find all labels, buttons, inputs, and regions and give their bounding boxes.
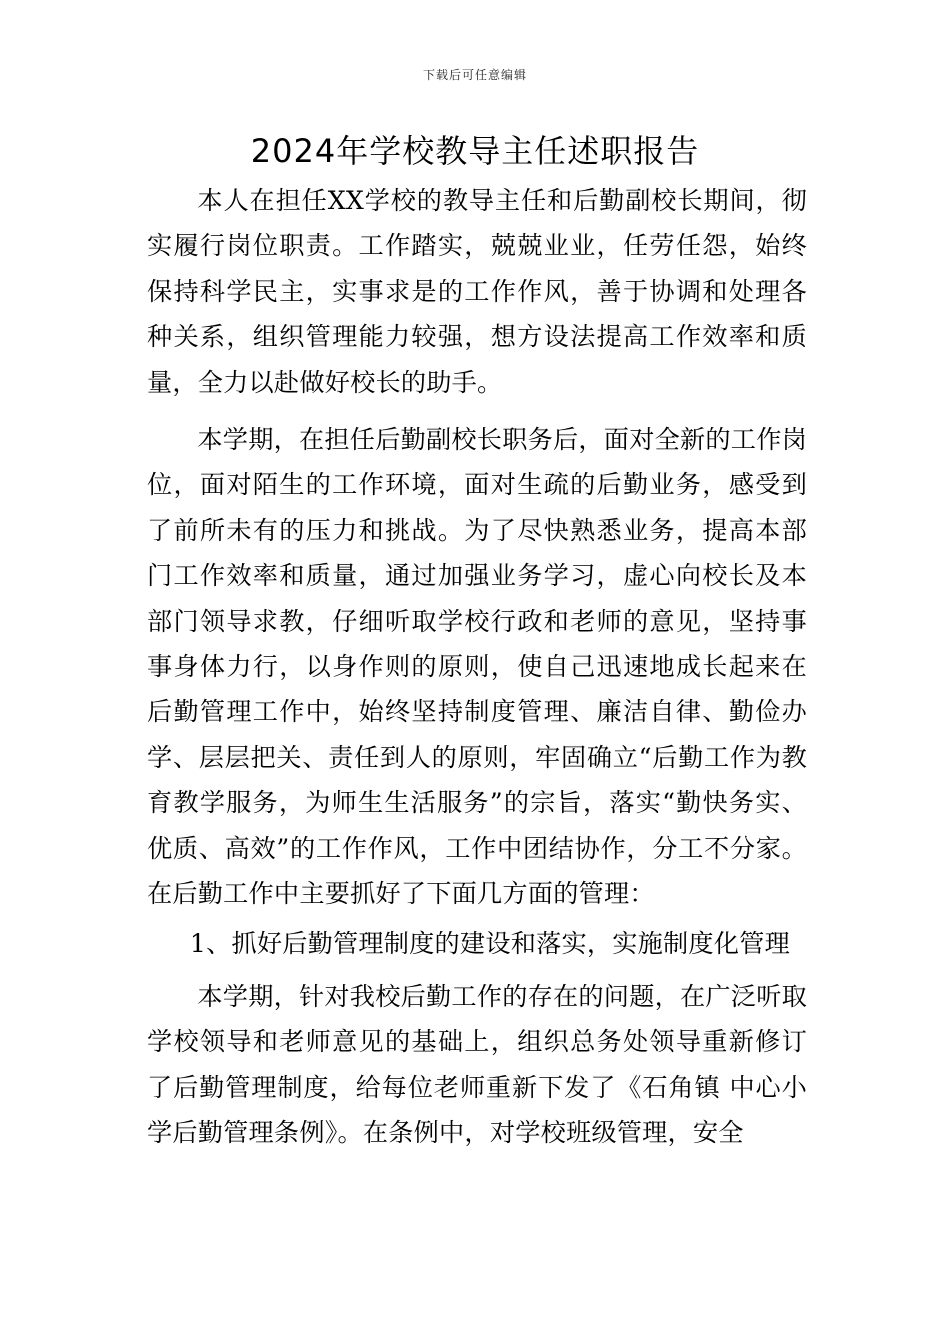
paragraph-semester-work: 本学期，在担任后勤副校长职务后，面对全新的工作岗位，面对陌生的工作环境，面对生疏的后勤业务，感受到了前所未有的压力和挑战。为了尽快熟悉业务，提高本部门工作效率和质量，通过加强业务学习，虚心向校长及本部门领导求教，仔细听取学校行政和老师的意见，坚持事事身体力行，以身作则的原则，使自己迅速地成长起来在后勤管理工作中，始终坚持制度管理、廉洁自律、勤俭办学、层层把关、责任到人的原则，牢固确立“后勤工作为教育教学服务，为师生生活服务”的宗旨，落实“勤快务实、优质、高效”的工作作风，工作中团结协作，分工不分家。在后勤工作中主要抓好了下面几方面的管理： [147,425,807,909]
paragraph-regulations: 本学期，针对我校后勤工作的存在的问题，在广泛听取学校领导和老师意见的基础上，组织总务处领导重新修订了后勤管理制度，给每位老师重新下发了《石角镇 中心小学后勤管理条例》。在条例中，对学校班级管理，安全 [147,981,807,1148]
section-heading-1: 1、抓好后勤管理制度的建设和落实，实施制度化管理 [189,928,790,958]
document-title: 2024年学校教导主任述职报告 [250,132,700,170]
header-note: 下载后可任意编辑 [422,68,527,82]
document-body [147,178,807,1156]
paragraph-intro: 本人在担任XX学校的教导主任和后勤副校长期间，彻实履行岗位职责。工作踏实，兢兢业业，任劳任怨，始终保持科学民主，实事求是的工作作风，善于协调和处理各种关系，组织管理能力较强，想方设法提高工作效率和质量，全力以赴做好校长的助手。 [147,186,807,397]
